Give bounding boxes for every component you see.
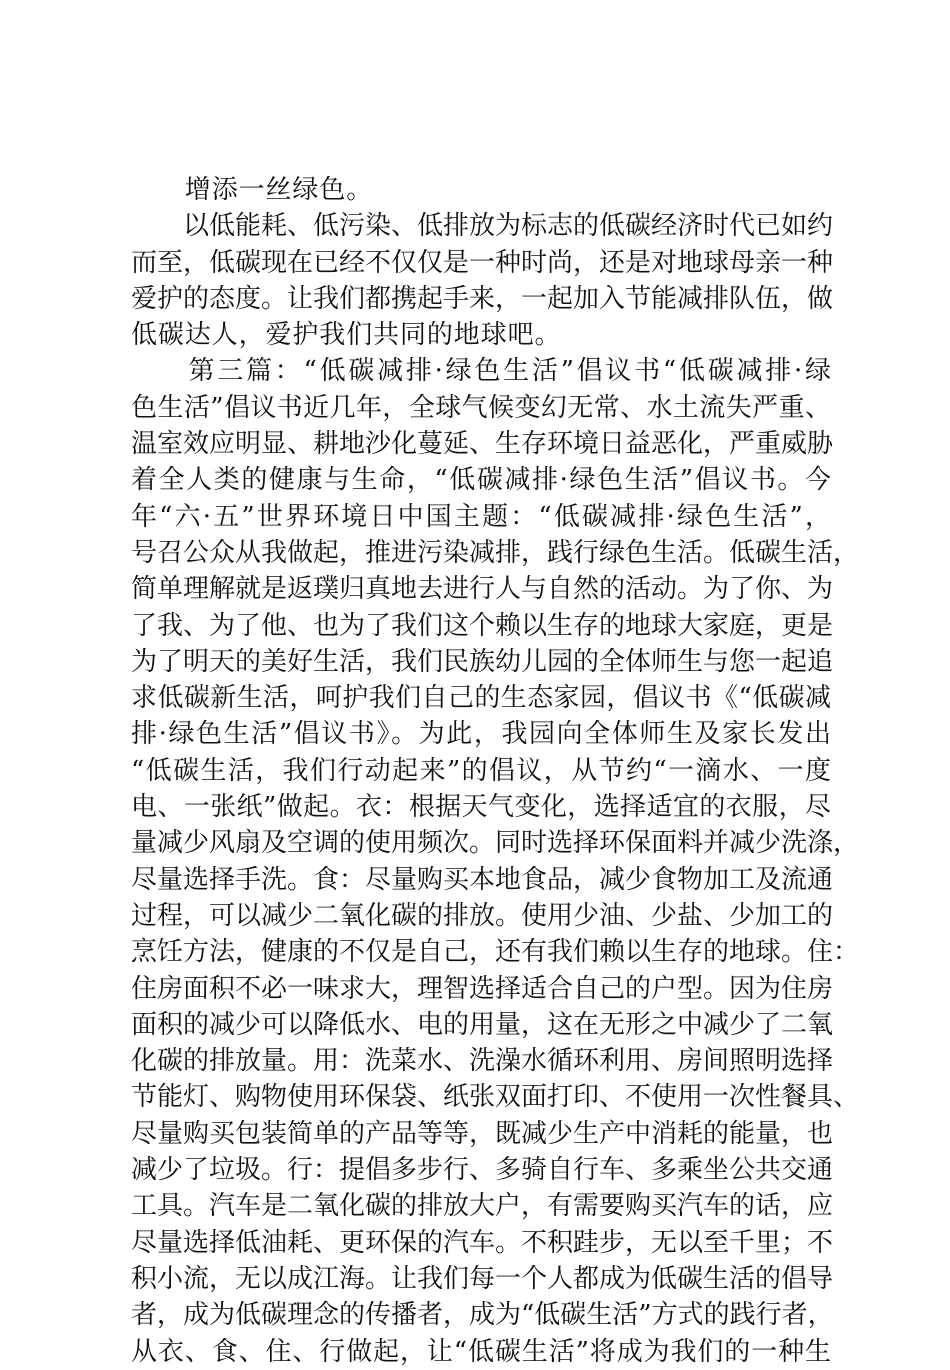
document-text-line: 第三篇：“低碳减排·绿色生活”倡议书“低碳减排·绿 [131,356,831,387]
document-text-line: 减少了垃圾。行：提倡多步行、多骑自行车、多乘坐公共交通 [131,1155,834,1186]
document-text-line: 化碳的排放量。用：洗菜水、洗澡水循环利用、房间照明选择 [131,1046,834,1077]
document-text-line: 者，成为低碳理念的传播者，成为“低碳生活”方式的践行者， [131,1300,834,1331]
document-text-line: 了我、为了他、也为了我们这个赖以生存的地球大家庭，更是 [131,610,834,641]
document-text-line: 烹饪方法，健康的不仅是自己，还有我们赖以生存的地球。住： [131,937,860,968]
document-text-line: “低碳生活，我们行动起来”的倡议，从节约“一滴水、一度 [131,755,831,786]
document-text-line: 面积的减少可以降低水、电的用量，这在无形之中减少了二氧 [131,1009,834,1040]
document-text-line: 从衣、食、住、行做起，让“低碳生活”将成为我们的一种生 [131,1336,831,1367]
document-text-line: 工具。汽车是二氧化碳的排放大户，有需要购买汽车的话，应 [131,1191,834,1222]
document-body [131,172,860,1370]
document-text-line: 过程，可以减少二氧化碳的排放。使用少油、少盐、少加工的 [131,900,834,931]
document-text-line: 着全人类的健康与生命，“低碳减排·绿色生活”倡议书。今 [131,465,831,496]
document-text-line: 量减少风扇及空调的使用频次。同时选择环保面料并减少洗涤， [131,828,860,859]
document-text-line: 号召公众从我做起，推进污染减排，践行绿色生活。低碳生活， [131,537,860,568]
document-text-line: 低碳达人，爱护我们共同的地球吧。 [131,320,562,351]
document-text-line: 为了明天的美好生活，我们民族幼儿园的全体师生与您一起追 [131,646,834,677]
document-text-line: 尽量选择手洗。食：尽量购买本地食品，减少食物加工及流通 [131,864,834,895]
document-text-line: 排·绿色生活”倡议书》。为此，我园向全体师生及家长发出 [131,719,831,750]
document-text-line: 积小流，无以成江海。让我们每一个人都成为低碳生活的倡导 [131,1263,834,1294]
document-text-line: 以低能耗、低污染、低排放为标志的低碳经济时代已如约 [131,211,834,242]
document-text-line: 温室效应明显、耕地沙化蔓延、生存环境日益恶化，严重威胁 [131,429,834,460]
document-text-line: 住房面积不必一味求大，理智选择适合自己的户型。因为住房 [131,973,834,1004]
document-text-line: 增添一丝绿色。 [131,175,374,205]
document-text-line: 电、一张纸”做起。衣：根据天气变化，选择适宜的衣服，尽 [131,792,831,823]
document-text-line: 色生活”倡议书近几年，全球气候变幻无常、水土流失严重、 [131,392,831,423]
document-text-line: 年“六·五”世界环境日中国主题：“低碳减排·绿色生活”， [131,501,831,532]
document-text-line: 爱护的态度。让我们都携起手来，一起加入节能减排队伍，做 [131,283,834,314]
document-text-line: 简单理解就是返璞归真地去进行人与自然的活动。为了你、为 [131,574,834,605]
document-text-line: 而至，低碳现在已经不仅仅是一种时尚，还是对地球母亲一种 [131,247,834,278]
document-text-line: 尽量选择低油耗、更环保的汽车。不积跬步，无以至千里；不 [131,1227,834,1258]
document-text-line: 尽量购买包装简单的产品等等，既减少生产中消耗的能量，也 [131,1118,834,1149]
document-text-line: 节能灯、购物使用环保袋、纸张双面打印、不使用一次性餐具、 [131,1082,860,1113]
document-text-line: 求低碳新生活，呵护我们自己的生态家园，倡议书《“低碳减 [131,683,831,714]
